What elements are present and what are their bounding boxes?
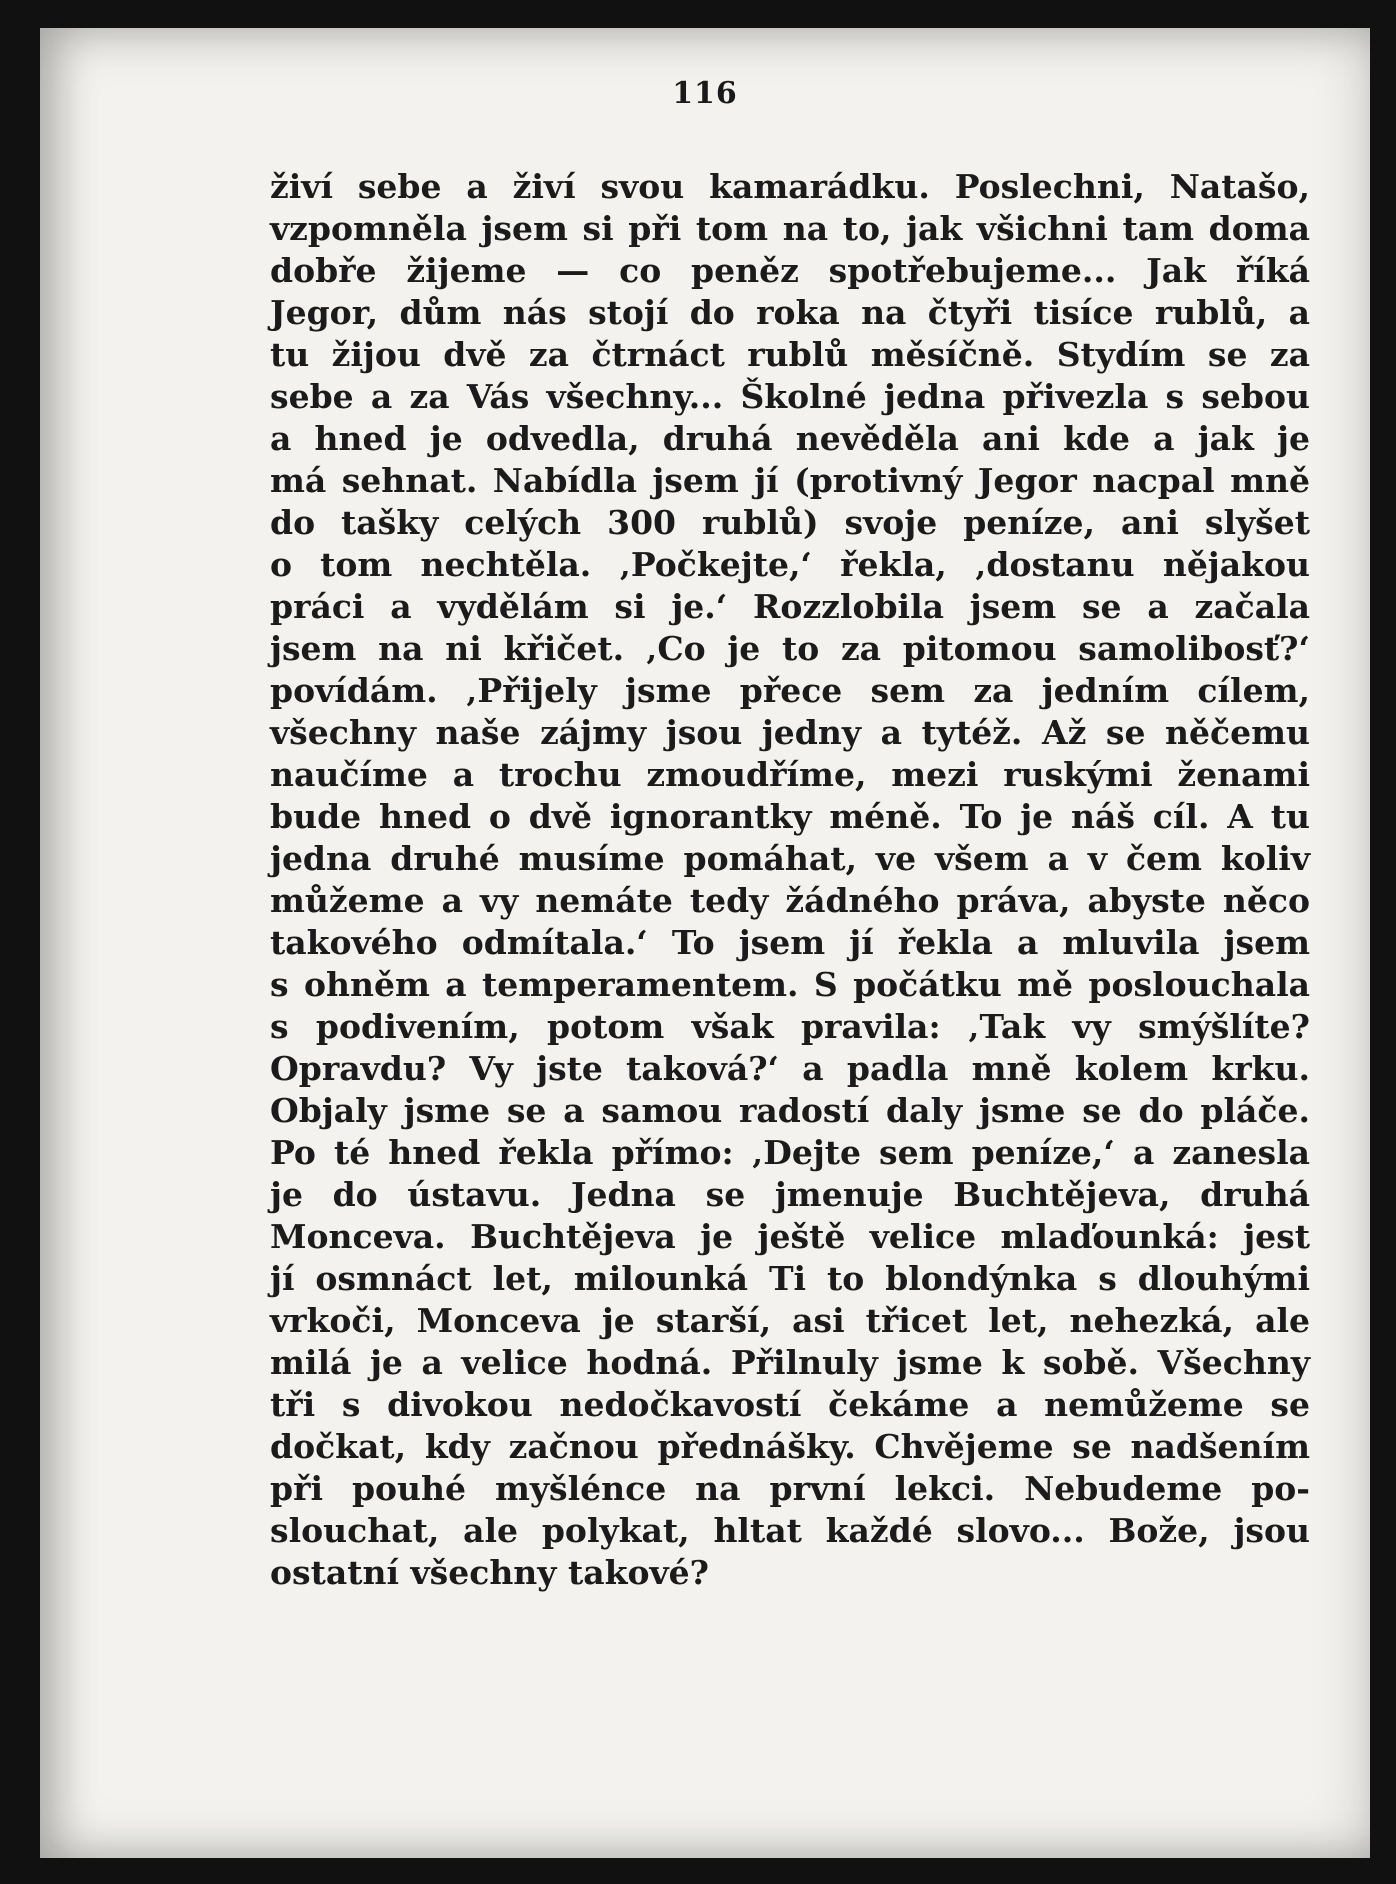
text-line: s podivením, potom však pravila: ‚Tak vy smýšlíte?: [270, 1007, 1310, 1046]
text-line: milá je a velice hodná. Přilnuly jsme k sobě. Všechny: [270, 1343, 1310, 1382]
text-line: bude hned o dvě ignorantky méně. To je náš cíl. A tu: [270, 797, 1310, 836]
text-line: ostatní všechny takové?: [270, 1553, 709, 1592]
text-line: sebe a za Vás všechny... Školné jedna přivezla s sebou: [270, 377, 1310, 416]
text-line: vzpomněla jsem si při tom na to, jak všichni tam doma: [270, 209, 1310, 248]
text-line: Monceva. Buchtějeva je ještě velice mlaďounká: jest: [270, 1217, 1310, 1256]
text-line: jedna druhé musíme pomáhat, ve všem a v čem koliv: [270, 839, 1310, 878]
text-line: můžeme a vy nemáte tedy žádného práva, abyste něco: [270, 881, 1310, 920]
text-line: o tom nechtěla. ‚Počkejte,‘ řekla, ‚dostanu nějakou: [270, 545, 1310, 584]
text-line: naučíme a trochu zmoudříme, mezi ruskými ženami: [270, 755, 1310, 794]
book-page: [40, 28, 1370, 1858]
text-line: povídám. ‚Přijely jsme přece sem za jedním cílem,: [270, 671, 1310, 710]
text-line: s ohněm a temperamentem. S počátku mě poslouchala: [270, 965, 1310, 1004]
text-line: tu žijou dvě za čtrnáct rublů měsíčně. Stydím se za: [270, 335, 1310, 374]
text-line: Jegor, dům nás stojí do roka na čtyři tisíce rublů, a: [270, 293, 1310, 332]
text-line: jsem na ni křičet. ‚Co je to za pitomou samolibosť?‘: [270, 629, 1310, 668]
text-line: slouchat, ale polykat, hltat každé slovo... Bože, jsou: [270, 1511, 1310, 1550]
body-text: [270, 166, 1310, 1594]
text-line: tři s divokou nedočkavostí čekáme a nemůžeme se: [270, 1385, 1310, 1424]
page-number: 116: [672, 76, 738, 111]
text-line: Objaly jsme se a samou radostí daly jsme se do pláče.: [270, 1091, 1310, 1130]
text-line: vrkoči, Monceva je starší, asi třicet let, nehezká, ale: [270, 1301, 1310, 1340]
text-line: práci a vydělám si je.‘ Rozzlobila jsem se a začala: [270, 587, 1310, 626]
text-line: všechny naše zájmy jsou jedny a tytéž. Až se něčemu: [270, 713, 1310, 752]
text-line: je do ústavu. Jedna se jmenuje Buchtějeva, druhá: [270, 1175, 1310, 1214]
text-line: jí osmnáct let, milounká Ti to blondýnka s dlouhými: [270, 1259, 1310, 1298]
text-line: při pouhé myšlénce na první lekci. Nebudeme po-: [270, 1469, 1310, 1508]
text-line: Opravdu? Vy jste taková?‘ a padla mně kolem krku.: [270, 1049, 1310, 1088]
text-line: dobře žijeme — co peněz spotřebujeme... Jak říká: [270, 251, 1310, 290]
text-line: Po té hned řekla přímo: ‚Dejte sem peníze,‘ a zanesla: [270, 1133, 1310, 1172]
text-line: má sehnat. Nabídla jsem jí (protivný Jegor nacpal mně: [270, 461, 1310, 500]
text-line: do tašky celých 300 rublů) svoje peníze, ani slyšet: [270, 503, 1310, 542]
text-line: živí sebe a živí svou kamarádku. Poslechni, Natašo,: [270, 167, 1310, 206]
text-line: dočkat, kdy začnou přednášky. Chvějeme se nadšením: [270, 1427, 1310, 1466]
text-line: takového odmítala.‘ To jsem jí řekla a mluvila jsem: [270, 923, 1310, 962]
text-line: a hned je odvedla, druhá nevěděla ani kde a jak je: [270, 419, 1310, 458]
